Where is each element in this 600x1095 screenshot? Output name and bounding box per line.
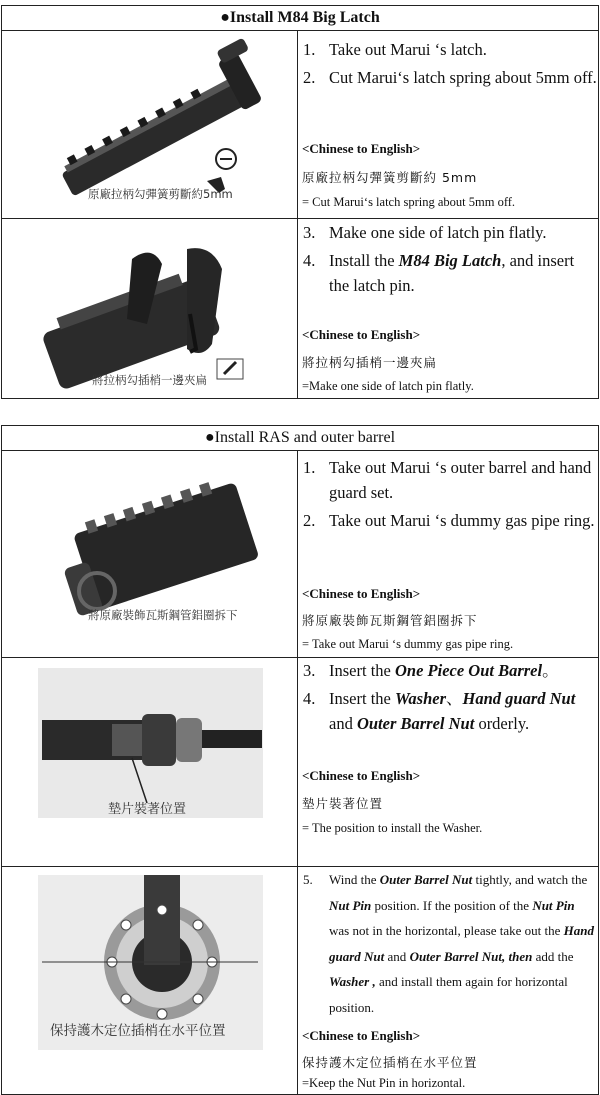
translation-heading: <Chinese to English> <box>302 586 421 601</box>
ras-photo <box>2 451 298 657</box>
section-install-m84-latch <box>1 5 599 399</box>
photo-caption: 保持護木定位插梢在水平位置 <box>50 1023 226 1039</box>
nut-pin-illustration <box>2 867 297 1094</box>
step-item: 3. Make one side of latch pin flatly. <box>303 223 547 242</box>
chinese-text: 將拉柄勾插梢一邊夾扁 <box>302 355 438 370</box>
step-item: 2. Cut Marui‘s latch spring about 5mm off. <box>303 68 597 87</box>
instruction-row <box>2 219 598 398</box>
photo-caption: 將拉柄勾插梢一邊夾扁 <box>92 373 207 387</box>
barrel-illustration <box>2 658 297 866</box>
step-item: 1. Take out Marui ‘s outer barrel and hand guard set. <box>303 458 592 502</box>
step-item: 1. Take out Marui ‘s latch. <box>303 40 487 59</box>
nut-pin-photo <box>2 867 298 1094</box>
translation-heading: <Chinese to English> <box>302 327 421 342</box>
photo-caption: 原廠拉柄勾彈簧剪斷約5mm <box>88 187 233 201</box>
section-install-ras-barrel <box>1 425 599 1095</box>
chinese-text: 原廠拉柄勾彈簧剪斷約 5mm <box>302 170 478 185</box>
translation-heading: <Chinese to English> <box>302 768 421 783</box>
latch-install-photo <box>2 219 298 398</box>
photo-caption: 將原廠裝飾瓦斯鋼管鋁圈拆下 <box>88 608 238 622</box>
step-item: 5. Wind the Outer Barrel Nut tightly, and watch the Nut Pin position. If the position of the Nut Pin was not in the horizontal, please take out the Hand guard Nut and Outer Barrel Nut, then add the Washer , and install them again for horizontal position. <box>303 872 594 1015</box>
photo-caption: 墊片裝著位置 <box>108 802 187 817</box>
english-translation: = Cut Marui‘s latch spring about 5mm off. <box>302 195 516 209</box>
english-translation: = The position to install the Washer. <box>302 821 483 835</box>
barrel-photo <box>2 658 298 866</box>
english-translation: = Take out Marui ‘s dummy gas pipe ring. <box>302 637 514 651</box>
english-translation: =Keep the Nut Pin in horizontal. <box>302 1076 466 1090</box>
translation-heading: <Chinese to English> <box>302 141 421 156</box>
section-title: ●Install M84 Big Latch <box>2 6 598 31</box>
section-title: ●Install RAS and outer barrel <box>2 426 598 451</box>
chinese-text: 將原廠裝飾瓦斯鋼管鋁圈拆下 <box>302 613 478 628</box>
step-item: 4. Install the M84 Big Latch, and insert the latch pin. <box>303 251 575 295</box>
chinese-text: 墊片裝著位置 <box>302 796 384 811</box>
instruction-row <box>2 658 598 867</box>
step-item: 3. Insert the One Piece Out Barrel。 <box>303 661 559 680</box>
english-translation: =Make one side of latch pin flatly. <box>302 379 474 393</box>
instruction-row <box>2 31 598 219</box>
instruction-row <box>2 451 598 658</box>
step-item: 4. Insert the Washer、Hand guard Nut and Outer Barrel Nut orderly. <box>303 689 576 733</box>
ras-illustration <box>2 451 297 657</box>
step-item: 2. Take out Marui ‘s dummy gas pipe ring. <box>303 511 595 530</box>
chinese-text: 保持護木定位插梢在水平位置 <box>302 1055 478 1070</box>
latch-photo <box>2 31 298 218</box>
instruction-row <box>2 867 598 1094</box>
translation-heading: <Chinese to English> <box>302 1028 421 1043</box>
